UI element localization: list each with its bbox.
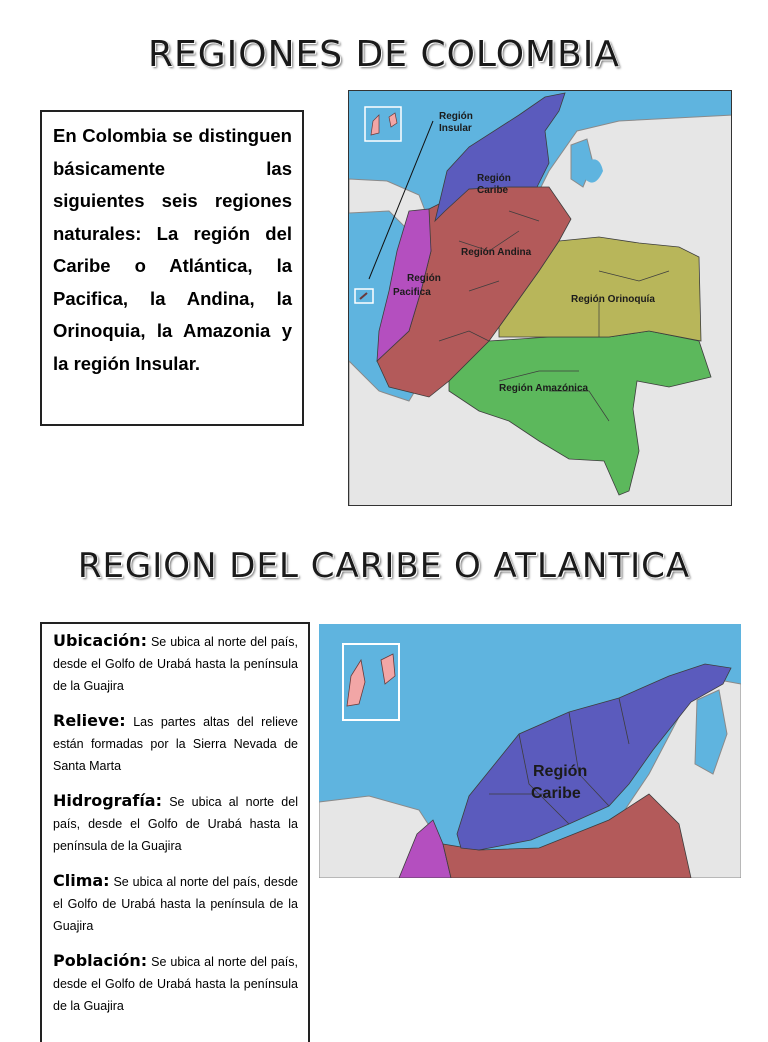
colombia-regions-map <box>348 90 732 506</box>
section-title: REGION DEL CARIBE O ATLANTICA <box>77 546 691 586</box>
main-title: REGIONES DE COLOMBIA <box>147 34 621 75</box>
info-heading: Ubicación: <box>53 631 147 650</box>
info-heading: Hidrografía: <box>53 791 162 810</box>
label-pacifica-2: Pacifica <box>393 287 431 298</box>
info-relieve <box>53 710 298 777</box>
caribe-region-map <box>319 624 741 878</box>
info-text: Se ubica al norte del país, desde el Golfo de Urabá hasta la península de la Guajira <box>53 795 298 853</box>
label-insular-2: Insular <box>439 123 472 134</box>
info-text: Se ubica al norte del país, desde el Golfo de Urabá hasta la península de la Guajira <box>53 875 298 933</box>
caribe-info-box <box>40 622 310 1042</box>
info-poblacion <box>53 950 298 1017</box>
info-clima <box>53 870 298 937</box>
info-hidrografia <box>53 790 298 857</box>
label-pacifica-1: Región <box>407 273 441 284</box>
info-text: Las partes altas del relieve están formadas por la Sierra Nevada de Santa Marta <box>53 715 298 773</box>
label-caribe-1: Región <box>533 763 588 780</box>
info-text: Se ubica al norte del país, desde el Golfo de Urabá hasta la península de la Guajira <box>53 635 298 693</box>
info-heading: Población: <box>53 951 148 970</box>
intro-text: En Colombia se distinguen básicamente las siguientes seis regiones naturales: La región del Caribe o Atlántica, la Pacifica, la Andina, la Orinoquia, la Amazonia y la región Insular. <box>53 125 292 374</box>
info-heading: Clima: <box>53 871 110 890</box>
label-caribe-2: Caribe <box>531 785 581 802</box>
label-insular-1: Región <box>439 111 473 122</box>
info-text: Se ubica al norte del país, desde el Golfo de Urabá hasta la península de la Guajira <box>53 955 298 1013</box>
label-amazonica: Región Amazónica <box>499 383 589 394</box>
label-orinoquia: Región Orinoquía <box>571 294 655 305</box>
intro-box <box>40 110 304 426</box>
label-caribe-1: Región <box>477 173 511 184</box>
info-ubicacion <box>53 630 298 697</box>
info-heading: Relieve: <box>53 711 126 730</box>
label-andina: Región Andina <box>461 247 532 258</box>
label-caribe-2: Caribe <box>477 185 509 196</box>
